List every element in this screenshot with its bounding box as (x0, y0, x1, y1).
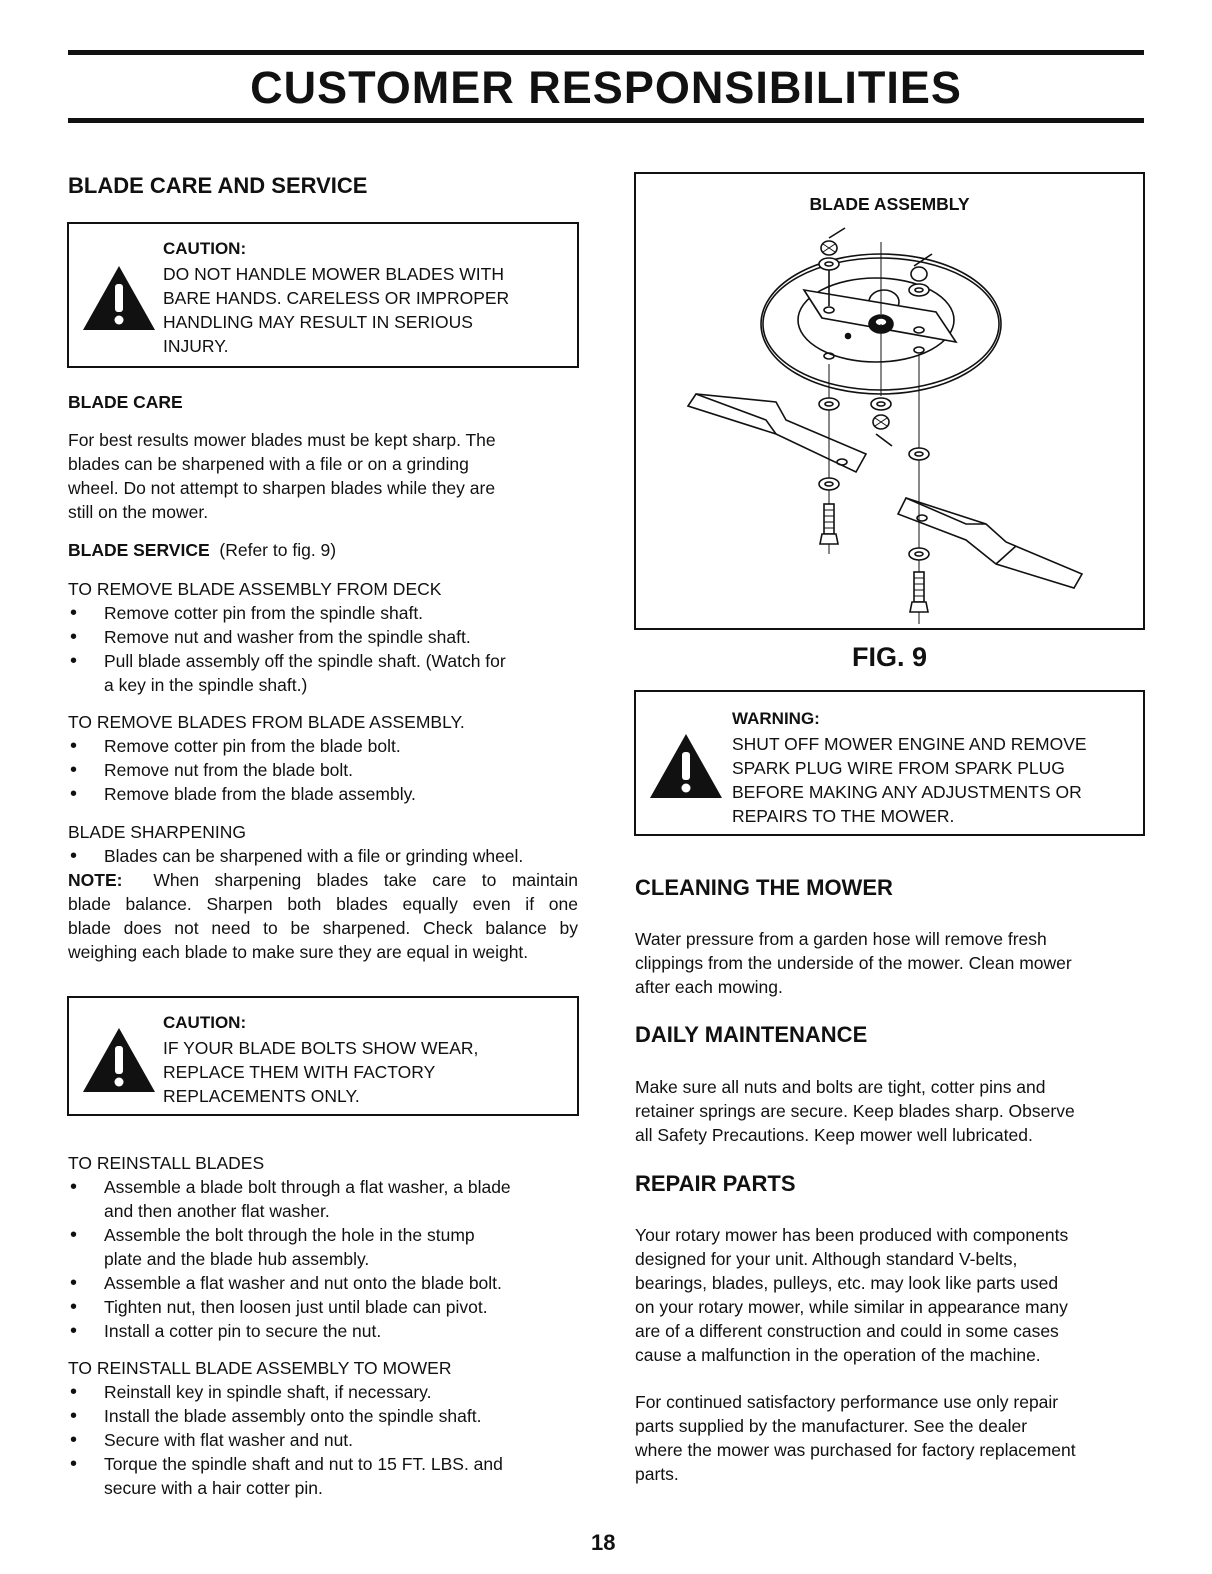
list-item: • Pull blade assembly off the spindle shaft. (Watch for a key in the spindle shaft.) (68, 649, 506, 697)
blade-service-ref: (Refer to fig. 9) (219, 540, 337, 560)
cleaning-paragraph: Water pressure from a garden hose will remove fresh clippings from the underside of the mower. Clean mower after each mowing. (635, 929, 1072, 997)
warning-heading: WARNING: (732, 709, 820, 728)
warning-text: SHUT OFF MOWER ENGINE AND REMOVE SPARK PLUG WIRE FROM SPARK PLUG BEFORE MAKING ANY ADJUSTMENTS OR REPAIRS TO THE MOWER. (732, 734, 1087, 826)
caution-box-1 (67, 222, 579, 368)
list-item: • Remove nut from the blade bolt. (68, 758, 416, 782)
figure-title: BLADE ASSEMBLY (809, 194, 970, 214)
remove-assembly-lead: TO REMOVE BLADE ASSEMBLY FROM DECK (68, 579, 442, 599)
caution-heading: CAUTION: (163, 239, 247, 258)
warning-triangle-icon (648, 732, 724, 800)
blade-service-line (68, 538, 336, 562)
reinstall-assembly-list (68, 1380, 503, 1500)
section-title-daily-maintenance: DAILY MAINTENANCE (635, 1022, 868, 1047)
blade-sharpening-lead: BLADE SHARPENING (68, 822, 246, 842)
caution-text: DO NOT HANDLE MOWER BLADES WITH BARE HANDS. CARELESS OR IMPROPER HANDLING MAY RESULT IN SERIOUS INJURY. (163, 264, 510, 356)
list-item: • Remove blade from the blade assembly. (68, 782, 416, 806)
sharpening-note: NOTE: When sharpening blades take care to maintain blade balance. Sharpen both blades equally even if one blade does not need to be sharpened. Check balance by weighing each blade to make sure they are equal in weight. (68, 870, 578, 962)
header-bottom-rule (68, 118, 1144, 123)
list-item: • Assemble a blade bolt through a flat washer, a blade and then another flat washer. (68, 1175, 511, 1223)
remove-blades-lead: TO REMOVE BLADES FROM BLADE ASSEMBLY. (68, 712, 465, 732)
page-number: 18 (591, 1530, 616, 1555)
list-item: • Assemble a flat washer and nut onto the blade bolt. (68, 1271, 511, 1295)
repair-parts-paragraph-1: Your rotary mower has been produced with components designed for your unit. Although standard V-belts, bearings, blades, pulleys, etc. may look like parts used on your rotary mower, while similar in appearance many are of a different construction and could in some cases cause a malfunction in the operation of the machine. (635, 1225, 1069, 1365)
warning-box (634, 690, 1145, 836)
reinstall-blades-list (68, 1175, 511, 1343)
daily-maintenance-paragraph: Make sure all nuts and bolts are tight, cotter pins and retainer springs are secure. Keep blades sharp. Observe all Safety Precautions. Keep mower well lubricated. (635, 1077, 1075, 1145)
blade-service-heading: BLADE SERVICE (68, 540, 210, 560)
list-item: • Remove cotter pin from the spindle shaft. (68, 601, 506, 625)
list-item: • Install the blade assembly onto the spindle shaft. (68, 1404, 503, 1428)
section-title-repair-parts: REPAIR PARTS (635, 1171, 796, 1196)
list-item: • Remove nut and washer from the spindle shaft. (68, 625, 506, 649)
caution-heading: CAUTION: (163, 1013, 247, 1032)
header-top-rule (68, 50, 1144, 55)
remove-blades-list (68, 734, 416, 806)
section-title-blade-care-and-service: BLADE CARE AND SERVICE (68, 173, 368, 198)
warning-triangle-icon (81, 1026, 157, 1094)
list-item: • Remove cotter pin from the blade bolt. (68, 734, 416, 758)
reinstall-blades-lead: TO REINSTALL BLADES (68, 1153, 265, 1173)
blade-care-paragraph: For best results mower blades must be kept sharp. The blades can be sharpened with a file or on a grinding wheel. Do not attempt to sharpen blades while they are still on the mower. (68, 430, 496, 522)
caution-box-2 (67, 996, 579, 1116)
figure-box (634, 172, 1145, 630)
list-item: • Install a cotter pin to secure the nut. (68, 1319, 511, 1343)
remove-assembly-list (68, 601, 506, 697)
list-item: • Secure with flat washer and nut. (68, 1428, 503, 1452)
list-item: • Blades can be sharpened with a file or grinding wheel. (68, 844, 523, 868)
list-item: • Reinstall key in spindle shaft, if necessary. (68, 1380, 503, 1404)
blade-sharpening-list (68, 844, 523, 868)
note-label: NOTE: (68, 870, 123, 890)
section-title-cleaning: CLEANING THE MOWER (635, 875, 893, 900)
warning-triangle-icon (81, 264, 157, 332)
caution-text: IF YOUR BLADE BOLTS SHOW WEAR, REPLACE THEM WITH FACTORY REPLACEMENTS ONLY. (163, 1038, 479, 1106)
list-item: • Assemble the bolt through the hole in the stump plate and the blade hub assembly. (68, 1223, 511, 1271)
blade-assembly-illustration (636, 224, 1143, 624)
figure-label: FIG. 9 (851, 642, 927, 672)
list-item: • Tighten nut, then loosen just until blade can pivot. (68, 1295, 511, 1319)
page-title: CUSTOMER RESPONSIBILITIES (250, 62, 962, 113)
repair-parts-paragraph-2: For continued satisfactory performance use only repair parts supplied by the manufacturer. See the dealer where the mower was purchased for factory replacement parts. (635, 1392, 1076, 1484)
reinstall-assembly-lead: TO REINSTALL BLADE ASSEMBLY TO MOWER (68, 1358, 452, 1378)
list-item: • Torque the spindle shaft and nut to 15 FT. LBS. and secure with a hair cotter pin. (68, 1452, 503, 1500)
blade-care-heading: BLADE CARE (68, 392, 183, 412)
